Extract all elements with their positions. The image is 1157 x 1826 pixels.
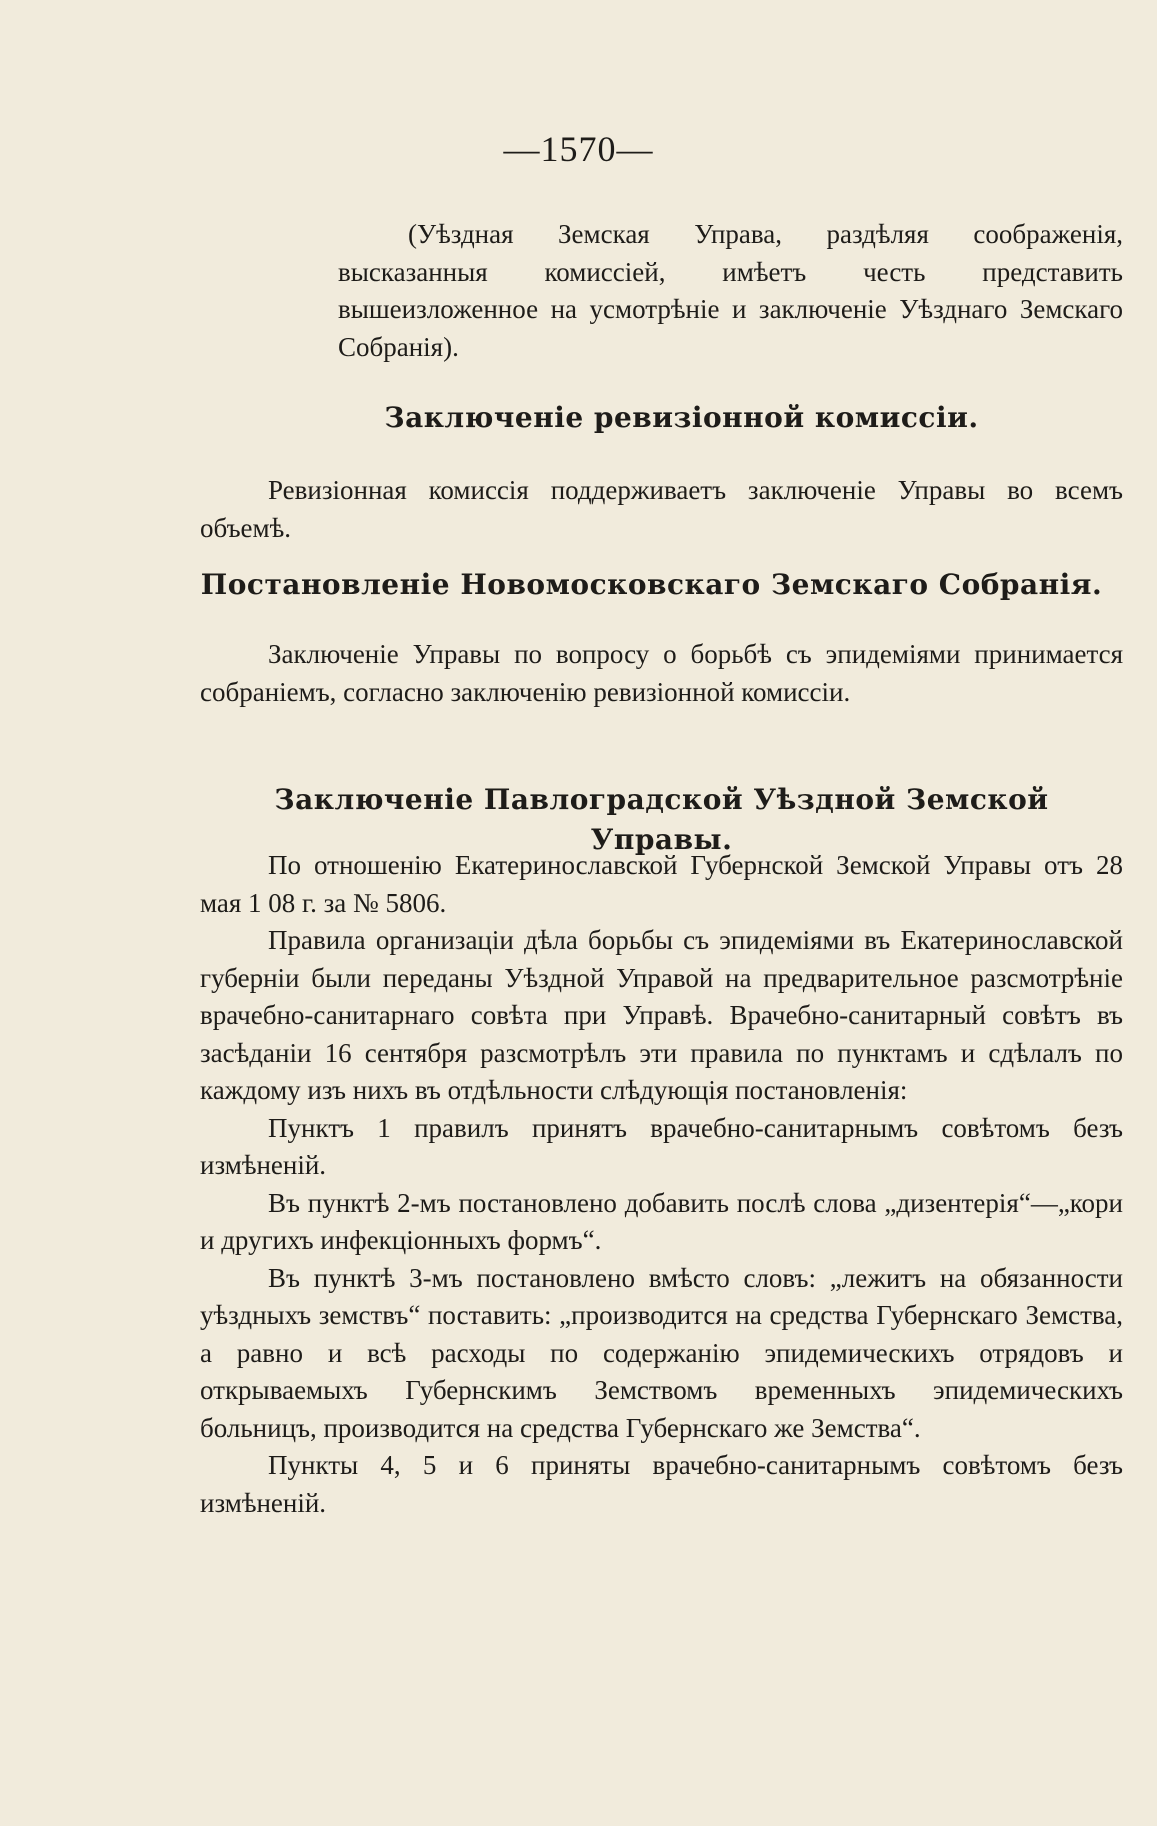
revision-heading: Заключеніе ревизіонной комиссіи. (384, 401, 979, 434)
resolution-heading: Постановленіе Новомосковскаго Земскаго Собранія. (200, 568, 1103, 601)
pavlograd-heading: Заключеніе Павлоградской Уѣздной Земской Управы. (274, 783, 1049, 856)
resolution-body (200, 636, 1123, 711)
pavlograd-paragraph: Пункты 4, 5 и 6 приняты врачебно-санитарнымъ совѣтомъ безъ измѣненій. (200, 1450, 1123, 1518)
pavlograd-paragraph: По отношенію Екатеринославской Губернской Земской Управы отъ 28 мая 1 08 г. за № 5806. (200, 850, 1123, 918)
intro-paragraph: (Уѣздная Земская Управа, раздѣляя соображенія, высказанныя комиссіей, имѣетъ честь представить вышеизложенное на усмотрѣніе и заключеніе Уѣзднаго Земскаго Собранія). (338, 219, 1123, 362)
pavlograd-paragraph: Въ пунктѣ 3-мъ постановлено вмѣсто словъ: „лежитъ на обязанности уѣздныхъ земствъ“ поставить: „производится на средства Губернскаго Земства, а равно и всѣ расходы по содержанію эпидемическихъ отрядовъ и открываемыхъ Губернскимъ Земствомъ временныхъ эпидемическихъ больницъ, производится на средства Губернскаго же Земства“. (200, 1262, 1123, 1443)
pavlograd-body (200, 847, 1123, 1522)
revision-body (200, 472, 1123, 547)
page-number: —1570— (503, 129, 654, 169)
intro-paragraph-block (338, 216, 1123, 366)
pavlograd-paragraph: Пунктъ 1 правилъ принятъ врачебно-санитарнымъ совѣтомъ безъ измѣненій. (200, 1112, 1123, 1180)
resolution-paragraph: Заключеніе Управы по вопросу о борьбѣ съ эпидеміями принимается собраніемъ, согласно заключенію ревизіонной комиссіи. (200, 639, 1123, 707)
revision-paragraph: Ревизіонная комиссія поддерживаетъ заключеніе Управы во всемъ объемѣ. (200, 475, 1123, 543)
resolution-section (200, 565, 1123, 605)
pavlograd-paragraph: Въ пунктѣ 2-мъ постановлено добавить послѣ слова „дизентерія“—„кори и другихъ инфекціонныхъ формъ“. (200, 1187, 1123, 1255)
pavlograd-paragraph: Правила организаціи дѣла борьбы съ эпидеміями въ Екатеринославской губерніи были переданы Уѣздной Управой на предварительное разсмотрѣніе врачебно-санитарнаго совѣта при Управѣ. Врачебно-санитарный совѣтъ въ засѣданіи 16 сентября разсмотрѣлъ эти правила по пунктамъ и сдѣлалъ по каждому изъ нихъ въ отдѣльности слѣдующія постановленія: (200, 925, 1123, 1105)
revision-section (200, 398, 1123, 438)
